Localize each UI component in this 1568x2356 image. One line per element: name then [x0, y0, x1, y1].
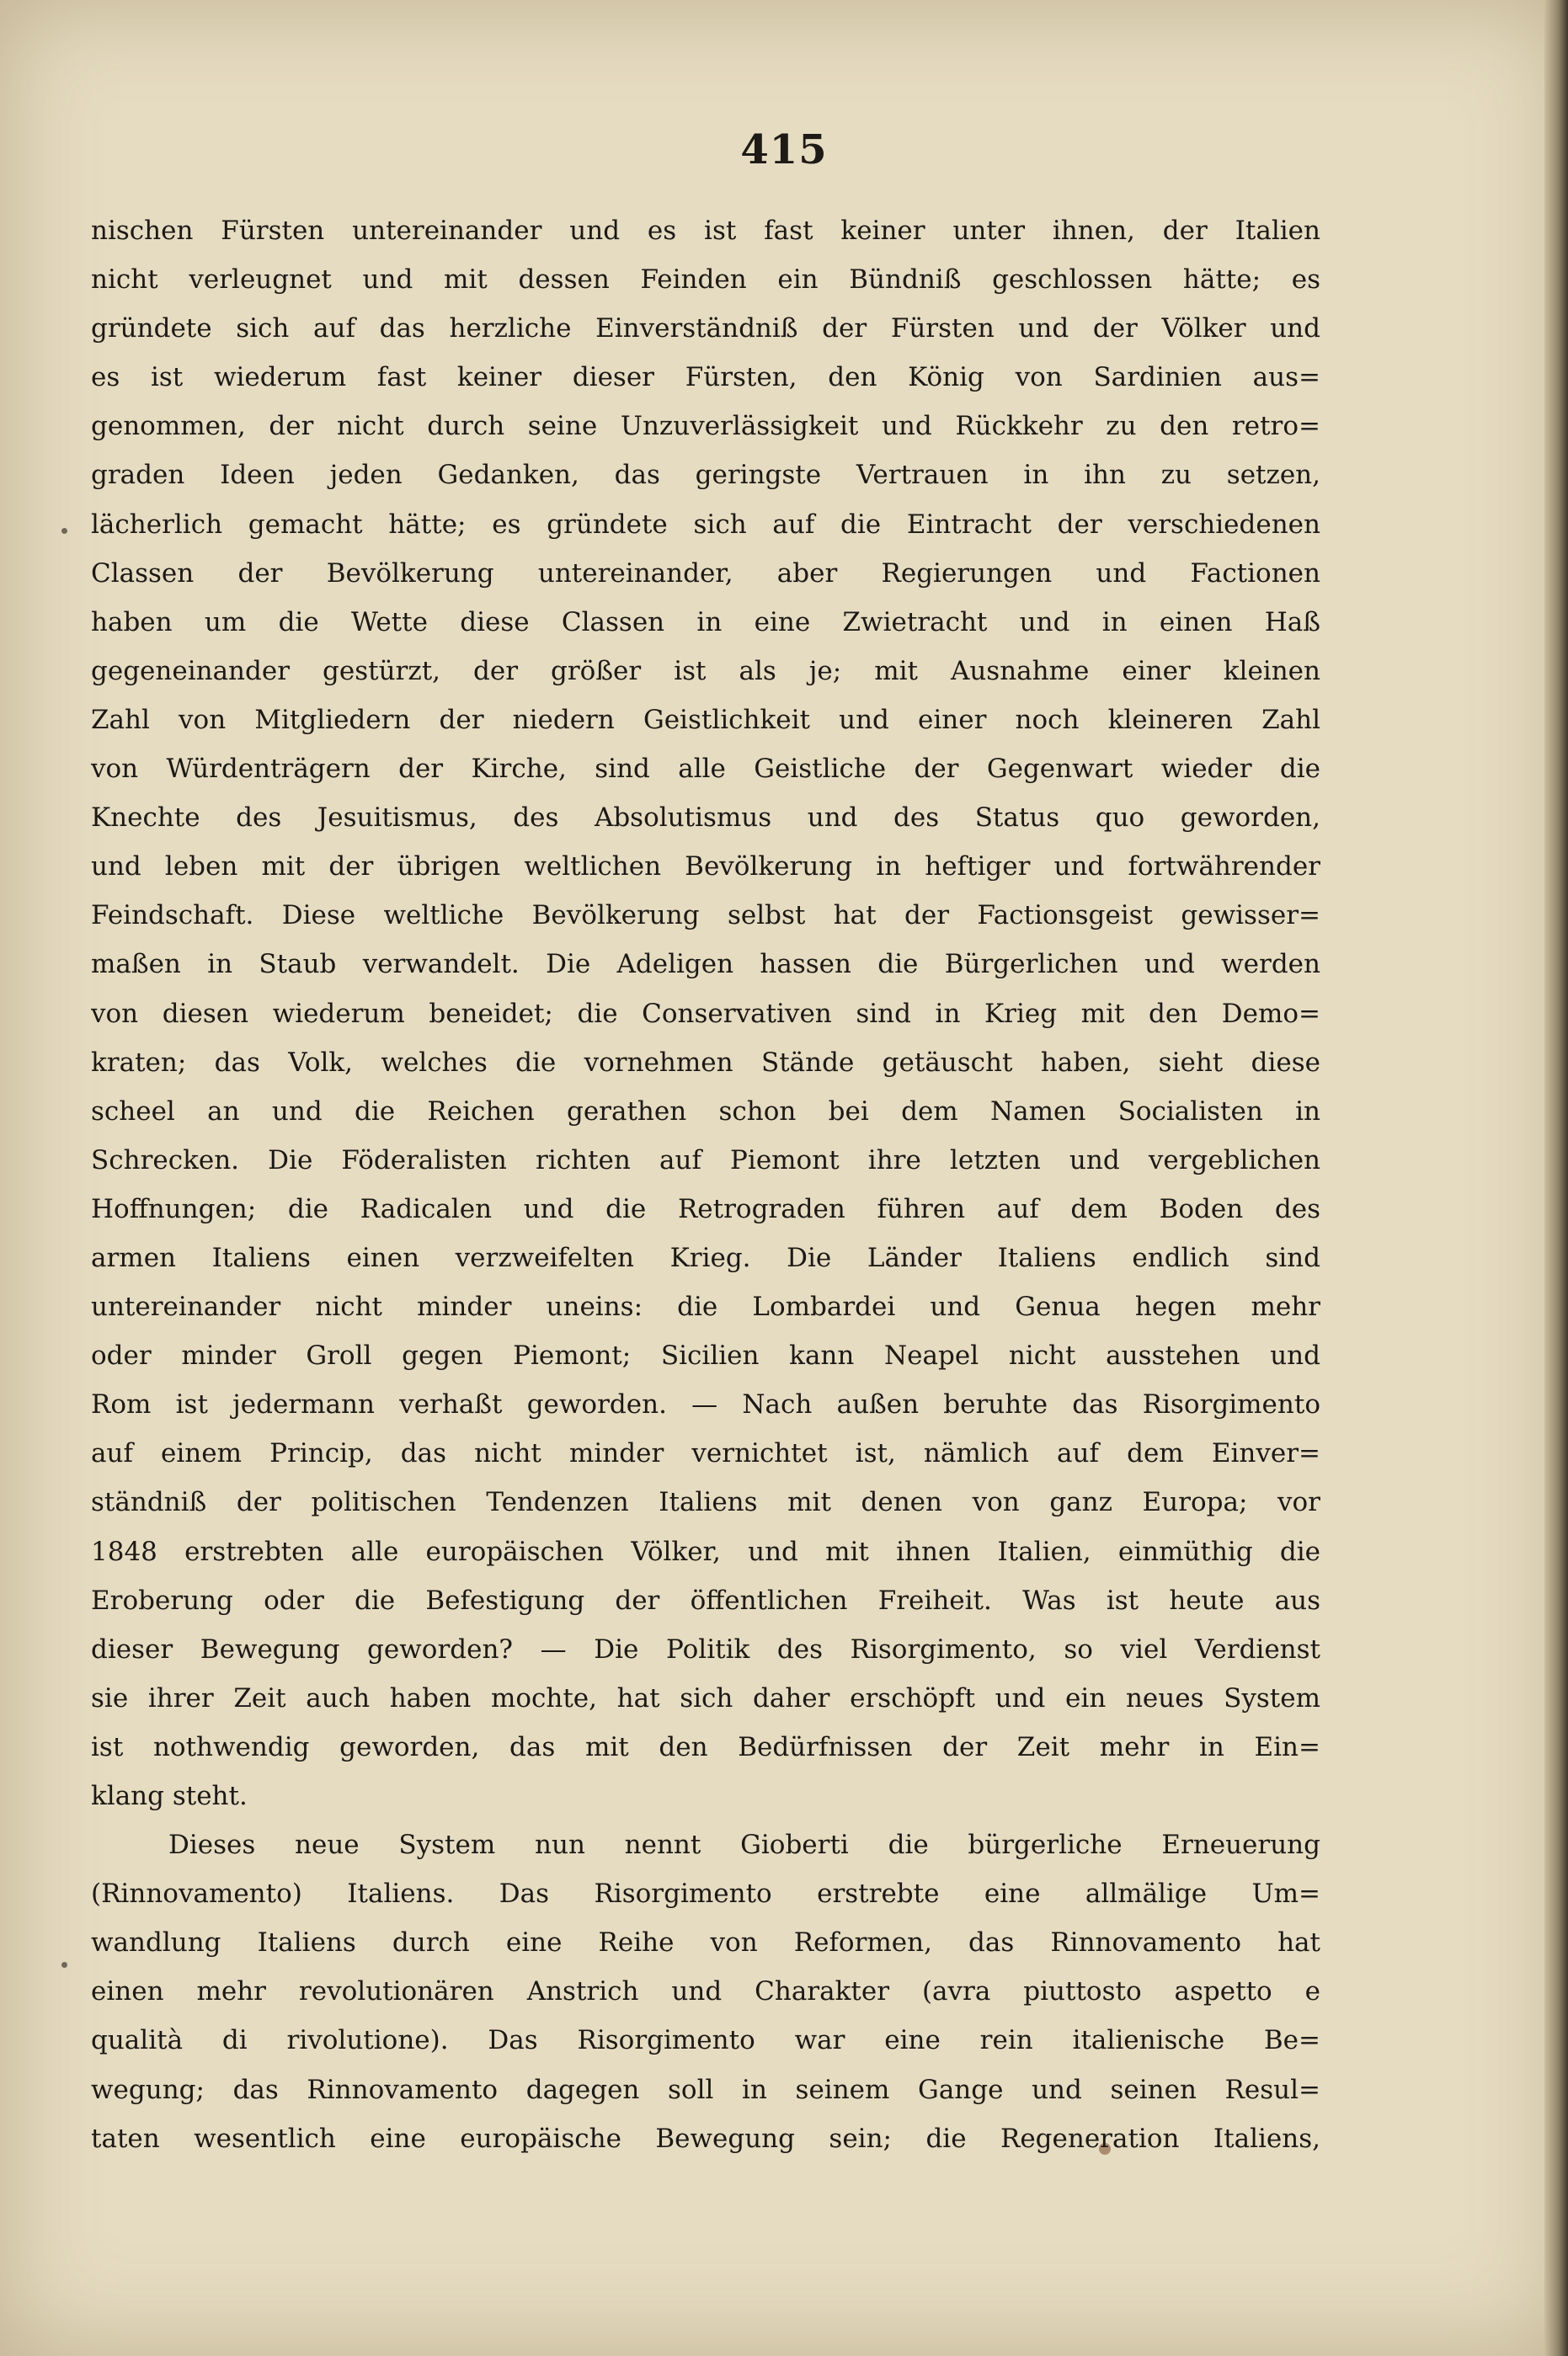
text-line: 1848 erstrebten alle europäischen Völker, und mit ihnen Italien, einmüthig die — [91, 1536, 1320, 1567]
text-line: maßen in Staub verwandelt. Die Adeligen hassen die Bürgerlichen und werden — [91, 949, 1320, 980]
text-line: (Rinnovamento) Italiens. Das Risorgimento erstrebte eine allmälige Um= — [91, 1879, 1320, 1910]
text-line: wandlung Italiens durch eine Reihe von Reformen, das Rinnovamento hat — [91, 1927, 1320, 1959]
text-line: Eroberung oder die Befestigung der öffentlichen Freiheit. Was ist heute aus — [91, 1585, 1320, 1616]
text-line: sie ihrer Zeit auch haben mochte, hat sich daher erschöpft und ein neues System — [91, 1682, 1320, 1714]
text-line: wegung; das Rinnovamento dagegen soll in seinem Gange und seinen Resul= — [91, 2074, 1320, 2105]
text-line: qualità di rivolutione). Das Risorgimento war eine rein italienische Be= — [91, 2025, 1320, 2056]
text-line: und leben mit der übrigen weltlichen Bevölkerung in heftiger und fortwährender — [91, 851, 1320, 882]
text-line: es ist wiederum fast keiner dieser Fürsten, den König von Sardinien aus= — [91, 362, 1320, 393]
text-line: von diesen wiederum beneidet; die Conservativen sind in Krieg mit den Demo= — [91, 998, 1320, 1029]
text-line: Schrecken. Die Föderalisten richten auf Piemont ihre letzten und vergeblichen — [91, 1144, 1320, 1175]
text-line: Hoffnungen; die Radicalen und die Retrograden führen auf dem Boden des — [91, 1193, 1320, 1224]
text-line: gründete sich auf das herzliche Einverständniß der Fürsten und der Völker und — [91, 313, 1320, 344]
ink-dot — [61, 1962, 67, 1968]
text-line: kraten; das Volk, welches die vornehmen Stände getäuscht haben, sieht diese — [91, 1047, 1320, 1078]
text-line: ständniß der politischen Tendenzen Italiens mit denen von ganz Europa; vor — [91, 1487, 1320, 1518]
text-line: Zahl von Mitgliedern der niedern Geistlichkeit und einer noch kleineren Zahl — [91, 704, 1320, 735]
ink-dot — [61, 528, 67, 534]
text-line: nischen Fürsten untereinander und es ist fast keiner unter ihnen, der Italien — [91, 216, 1320, 246]
text-line: Rom ist jedermann verhaßt geworden. — Nach außen beruhte das Risorgimento — [91, 1389, 1320, 1421]
text-line: auf einem Princip, das nicht minder vernichtet ist, nämlich auf dem Einver= — [91, 1438, 1320, 1469]
text-line: scheel an und die Reichen gerathen schon bei dem Namen Socialisten in — [91, 1095, 1320, 1127]
text-line: Classen der Bevölkerung untereinander, aber Regierungen und Factionen — [91, 557, 1320, 589]
text-line: armen Italiens einen verzweifelten Krieg. Die Länder Italiens endlich sind — [91, 1242, 1320, 1273]
body-text — [91, 206, 1320, 2163]
text-line: Knechte des Jesuitismus, des Absolutismus und des Status quo geworden, — [91, 802, 1320, 834]
text-line: von Würdenträgern der Kirche, sind alle Geistliche der Gegenwart wieder die — [91, 754, 1320, 785]
text-line: graden Ideen jeden Gedanken, das geringste Vertrauen in ihn zu setzen, — [91, 460, 1320, 491]
text-line: nicht verleugnet und mit dessen Feinden ein Bündniß geschlossen hätte; es — [91, 264, 1320, 296]
text-line: dieser Bewegung geworden? — Die Politik des Risorgimento, so viel Verdienst — [91, 1634, 1320, 1665]
text-line: taten wesentlich eine europäische Bewegung sein; die Regeneration Italiens, — [91, 2123, 1320, 2154]
text-line: Dieses neue System nun nennt Gioberti die bürgerliche Erneuerung — [168, 1830, 1320, 1861]
page-edge-shadow — [1544, 0, 1568, 2356]
text-line: genommen, der nicht durch seine Unzuverlässigkeit und Rückkehr zu den retro= — [91, 411, 1320, 442]
text-line: oder minder Groll gegen Piemont; Sicilien kann Neapel nicht ausstehen und — [91, 1341, 1320, 1372]
text-line: gegeneinander gestürzt, der größer ist als je; mit Ausnahme einer kleinen — [91, 655, 1320, 686]
text-line: untereinander nicht minder uneins: die Lombardei und Genua hegen mehr — [91, 1292, 1320, 1323]
text-line: haben um die Wette diese Classen in eine Zwietracht und in einen Haß — [91, 606, 1320, 637]
text-line: einen mehr revolutionären Anstrich und Charakter (avra piuttosto aspetto e — [91, 1976, 1320, 2007]
page-number: 415 — [740, 126, 828, 173]
text-line: Feindschaft. Diese weltliche Bevölkerung selbst hat der Factionsgeist gewisser= — [91, 900, 1320, 931]
text-line: lächerlich gemacht hätte; es gründete sich auf die Eintracht der verschiedenen — [91, 509, 1320, 540]
text-line: klang steht. — [91, 1781, 248, 1811]
text-line: ist nothwendig geworden, das mit den Bedürfnissen der Zeit mehr in Ein= — [91, 1731, 1320, 1762]
